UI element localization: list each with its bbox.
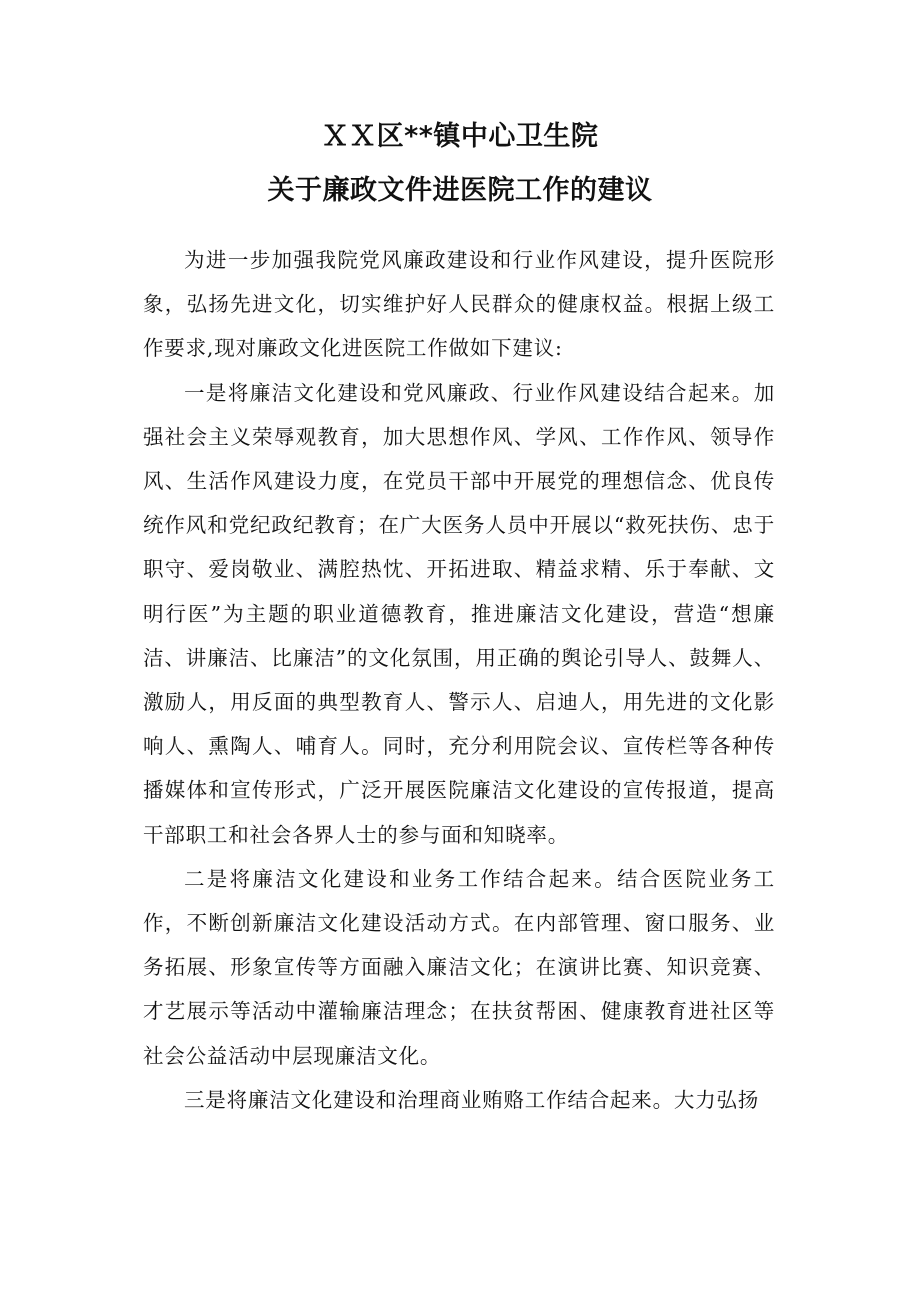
paragraph-intro: 为进一步加强我院党风廉政建设和行业作风建设，提升医院形象，弘扬先进文化，切实维护好人民群众的健康权益。根据上级工作要求,现对廉政文化进医院工作做如下建议: [143,248,775,361]
document-body [143,238,775,1122]
title-line-2: 关于廉政文件进医院工作的建议 [267,175,653,206]
paragraph-point-3: 三是将廉洁文化建设和治理商业贿赂工作结合起来。大力弘扬 [184,1087,760,1112]
document-title [0,110,920,218]
paragraph-point-2: 二是将廉洁文化建设和业务工作结合起来。结合医院业务工作，不断创新廉洁文化建设活动方式。在内部管理、窗口服务、业务拓展、形象宣传等方面融入廉洁文化；在演讲比赛、知识竞赛、才艺展示等活动中灌输廉洁理念；在扶贫帮困、健康教育进社区等社会公益活动中层现廉洁文化。 [143,866,775,1068]
paragraph-point-1: 一是将廉洁文化建设和党风廉政、行业作风建设结合起来。加强社会主义荣辱观教育，加大思想作风、学风、工作作风、领导作风、生活作风建设力度，在党员干部中开展党的理想信念、优良传统作风和党纪政纪教育；在广大医务人员中开展以“救死扶伤、忠于职守、爱岗敬业、满腔热忱、开拓进取、精益求精、乐于奉献、文明行医”为主题的职业道德教育，推进廉洁文化建设，营造“想廉洁、讲廉洁、比廉洁”的文化氛围，用正确的舆论引导人、鼓舞人、激励人，用反面的典型教育人、警示人、启迪人，用先进的文化影响人、熏陶人、哺育人。同时，充分利用院会议、宣传栏等各种传播媒体和宣传形式，广泛开展医院廉洁文化建设的宣传报道，提高干部职工和社会各界人士的参与面和知晓率。 [143,380,775,847]
title-line-1: ＸＸ区**镇中心卫生院 [321,121,599,152]
